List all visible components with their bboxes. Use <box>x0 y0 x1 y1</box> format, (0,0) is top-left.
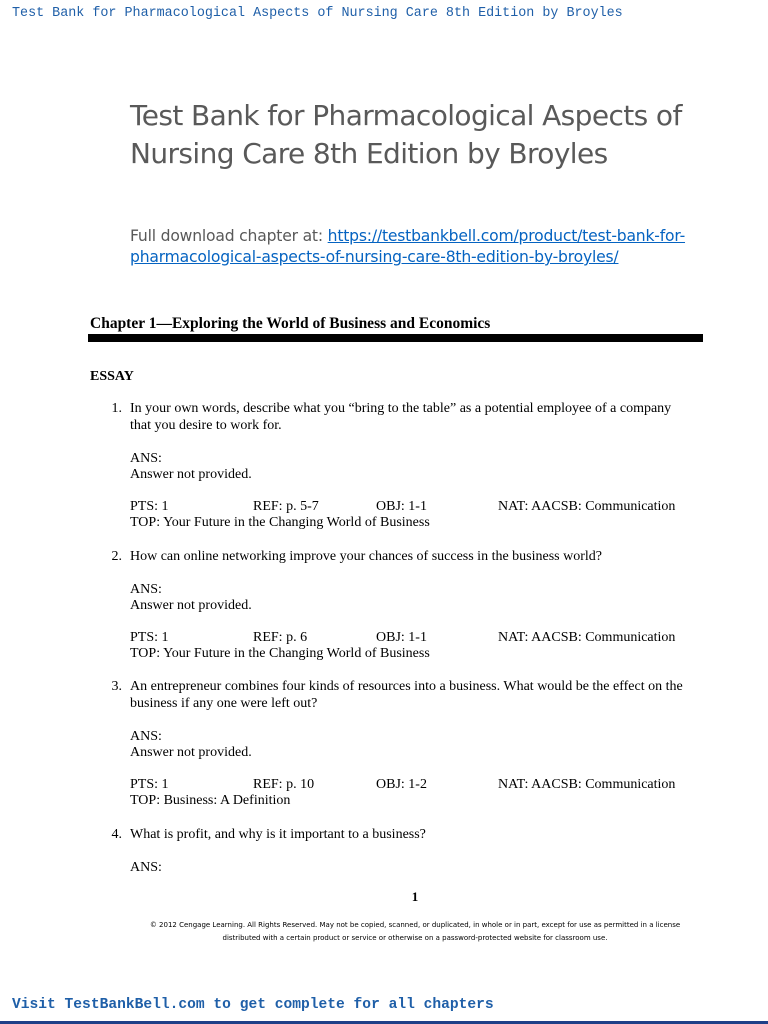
points: PTS: 1 <box>130 777 169 792</box>
answer-label: ANS: <box>130 729 162 744</box>
nat-standard: NAT: AACSB: Communication <box>498 630 676 645</box>
header-banner: Test Bank for Pharmacological Aspects of Nursing Care 8th Edition by Broyles <box>12 6 623 21</box>
chapter-heading: Chapter 1—Exploring the World of Business and Economics <box>90 315 491 332</box>
download-link[interactable]: https://testbankbell.com/product/test-bank-for-pharmacological-aspects-of-nursing-care-8th-edition-by-broyles/ <box>130 227 686 266</box>
answer-label: ANS: <box>130 582 162 597</box>
answer-text: Answer not provided. <box>130 745 252 760</box>
answer-label: ANS: <box>130 860 162 875</box>
section-heading: ESSAY <box>90 369 134 384</box>
topic: TOP: Business: A Definition <box>130 793 291 808</box>
nat-standard: NAT: AACSB: Communication <box>498 499 676 514</box>
document-title: Test Bank for Pharmacological Aspects of Nursing Care 8th Edition by Broyles <box>130 99 682 170</box>
objective: OBJ: 1-1 <box>376 499 427 514</box>
download-line <box>130 226 730 268</box>
question-text: What is profit, and why is it important to a business? <box>130 827 426 842</box>
topic: TOP: Your Future in the Changing World of Business <box>130 515 430 530</box>
points: PTS: 1 <box>130 630 169 645</box>
question-text: In your own words, describe what you “bring to the table” as a potential employee of a company that you desire to work for. <box>130 401 672 433</box>
download-prefix: Full download chapter at: <box>130 227 328 245</box>
objective: OBJ: 1-2 <box>376 777 427 792</box>
question-number: 4. <box>111 827 122 842</box>
heading-rule <box>88 334 703 342</box>
objective: OBJ: 1-1 <box>376 630 427 645</box>
topic: TOP: Your Future in the Changing World of Business <box>130 646 430 661</box>
reference: REF: p. 6 <box>253 630 308 645</box>
question-number: 2. <box>111 549 122 564</box>
footer-banner[interactable]: Visit TestBankBell.com to get complete for all chapters <box>12 997 494 1013</box>
reference: REF: p. 5-7 <box>253 499 319 514</box>
nat-standard: NAT: AACSB: Communication <box>498 777 676 792</box>
points: PTS: 1 <box>130 499 169 514</box>
reference: REF: p. 10 <box>253 777 315 792</box>
question-text: How can online networking improve your chances of success in the business world? <box>130 549 602 564</box>
question-text: An entrepreneur combines four kinds of resources into a business. What would be the effect on the business if any one were left out? <box>130 679 683 711</box>
question-number: 3. <box>111 679 122 694</box>
question-number: 1. <box>111 401 122 416</box>
copyright-notice: © 2012 Cengage Learning. All Rights Reserved. May not be copied, scanned, or duplicated, in whole or in part, except for use as permitted in a license distributed with a certain product or service or otherwise on a password-protected website for classroom use. <box>149 921 681 942</box>
answer-text: Answer not provided. <box>130 598 252 613</box>
answer-text: Answer not provided. <box>130 467 252 482</box>
answer-label: ANS: <box>130 451 162 466</box>
page-number: 1 <box>411 889 419 904</box>
